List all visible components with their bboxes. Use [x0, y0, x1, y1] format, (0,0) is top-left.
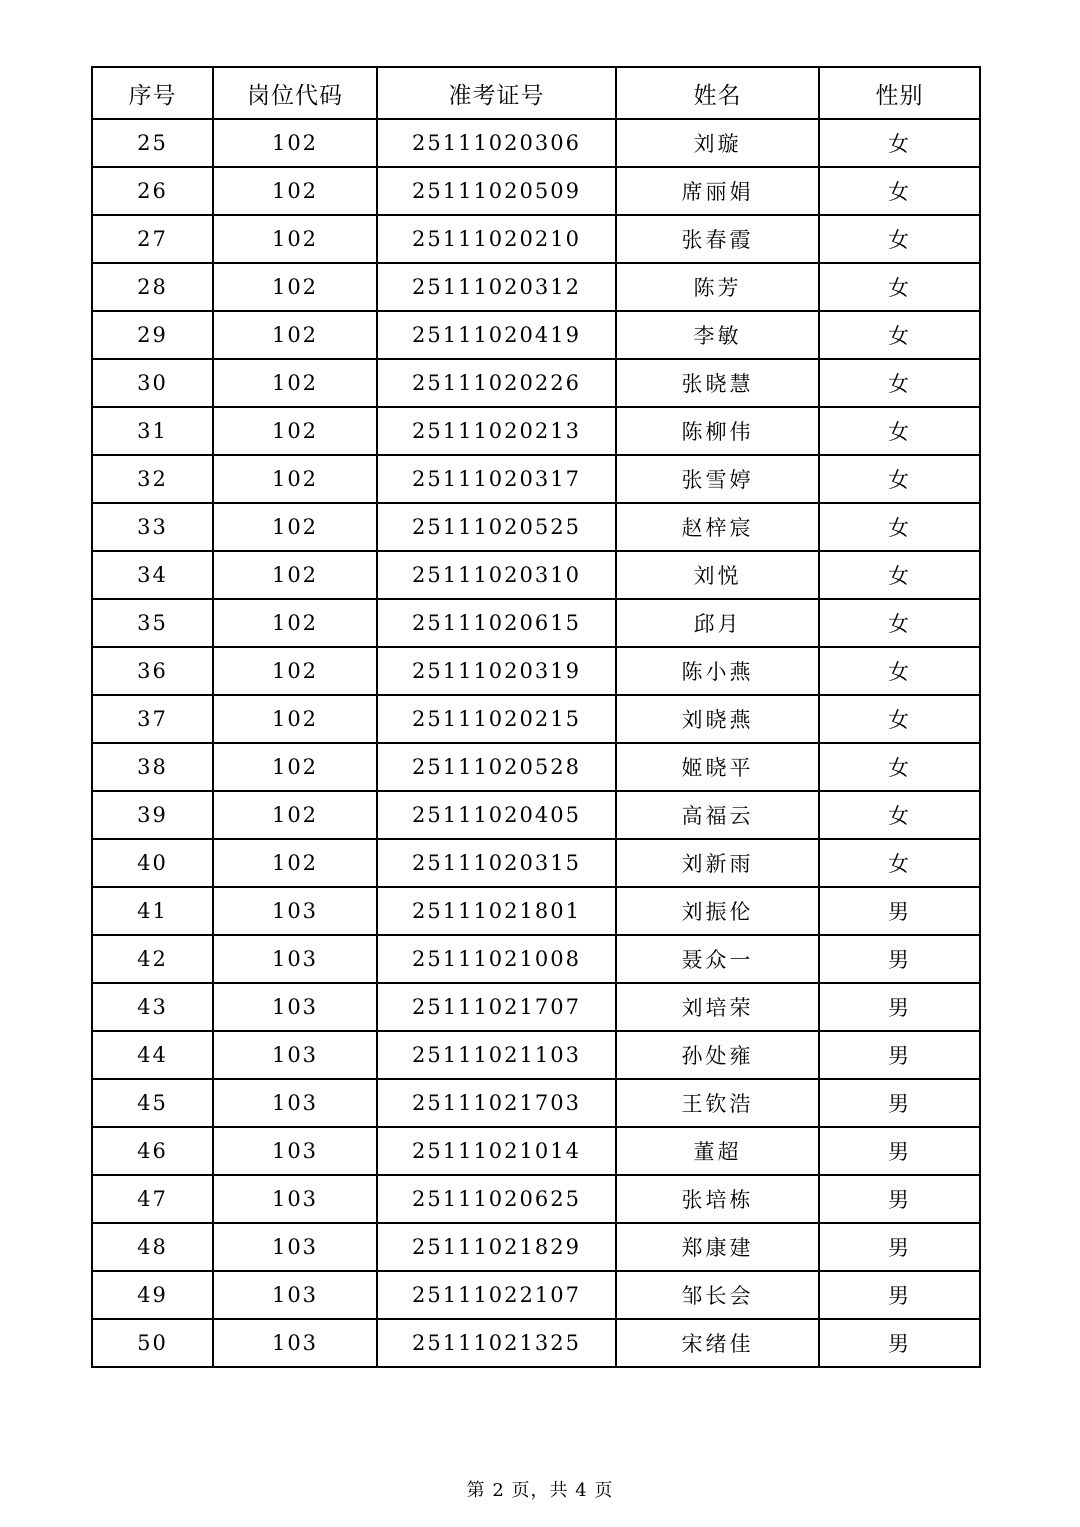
index-cell: 25: [92, 119, 213, 167]
table-row: [92, 1271, 980, 1319]
name-cell: 李敏: [616, 311, 819, 359]
name-cell: 高福云: [616, 791, 819, 839]
table-row: [92, 695, 980, 743]
admission-number-cell: 25111020215: [377, 695, 616, 743]
name-cell: 孙处雍: [616, 1031, 819, 1079]
name-cell: 刘璇: [616, 119, 819, 167]
position-code-cell: 102: [213, 839, 377, 887]
position-code-cell: 103: [213, 983, 377, 1031]
table-row: [92, 359, 980, 407]
table-row: [92, 647, 980, 695]
index-cell: 32: [92, 455, 213, 503]
index-cell: 40: [92, 839, 213, 887]
index-cell: 29: [92, 311, 213, 359]
position-code-cell: 103: [213, 1175, 377, 1223]
gender-cell: 女: [819, 839, 980, 887]
index-cell: 50: [92, 1319, 213, 1367]
header-admission-number: 准考证号: [377, 67, 616, 119]
index-cell: 31: [92, 407, 213, 455]
header-gender: 性别: [819, 67, 980, 119]
gender-cell: 女: [819, 647, 980, 695]
name-cell: 张培栋: [616, 1175, 819, 1223]
index-cell: 49: [92, 1271, 213, 1319]
header-name: 姓名: [616, 67, 819, 119]
table-row: [92, 311, 980, 359]
gender-cell: 男: [819, 1319, 980, 1367]
position-code-cell: 102: [213, 263, 377, 311]
index-cell: 35: [92, 599, 213, 647]
name-cell: 张晓慧: [616, 359, 819, 407]
name-cell: 陈芳: [616, 263, 819, 311]
admission-number-cell: 25111020312: [377, 263, 616, 311]
admission-number-cell: 25111020525: [377, 503, 616, 551]
index-cell: 41: [92, 887, 213, 935]
header-position-code: 岗位代码: [213, 67, 377, 119]
gender-cell: 男: [819, 1271, 980, 1319]
position-code-cell: 102: [213, 647, 377, 695]
gender-cell: 女: [819, 695, 980, 743]
name-cell: 席丽娟: [616, 167, 819, 215]
position-code-cell: 102: [213, 551, 377, 599]
name-cell: 聂众一: [616, 935, 819, 983]
admission-number-cell: 25111021008: [377, 935, 616, 983]
position-code-cell: 102: [213, 359, 377, 407]
name-cell: 刘新雨: [616, 839, 819, 887]
gender-cell: 男: [819, 1175, 980, 1223]
position-code-cell: 102: [213, 215, 377, 263]
admission-number-cell: 25111020226: [377, 359, 616, 407]
position-code-cell: 102: [213, 743, 377, 791]
table-row: [92, 839, 980, 887]
gender-cell: 女: [819, 503, 980, 551]
index-cell: 33: [92, 503, 213, 551]
position-code-cell: 102: [213, 791, 377, 839]
index-cell: 42: [92, 935, 213, 983]
position-code-cell: 102: [213, 599, 377, 647]
gender-cell: 男: [819, 935, 980, 983]
table-row: [92, 791, 980, 839]
position-code-cell: 102: [213, 167, 377, 215]
admission-number-cell: 25111020419: [377, 311, 616, 359]
gender-cell: 男: [819, 1079, 980, 1127]
gender-cell: 男: [819, 887, 980, 935]
gender-cell: 男: [819, 1031, 980, 1079]
position-code-cell: 103: [213, 935, 377, 983]
position-code-cell: 102: [213, 311, 377, 359]
position-code-cell: 102: [213, 503, 377, 551]
position-code-cell: 103: [213, 887, 377, 935]
admission-number-cell: 25111022107: [377, 1271, 616, 1319]
name-cell: 董超: [616, 1127, 819, 1175]
gender-cell: 男: [819, 983, 980, 1031]
table-row: [92, 1223, 980, 1271]
table-row: [92, 215, 980, 263]
admission-number-cell: 25111021703: [377, 1079, 616, 1127]
position-code-cell: 103: [213, 1223, 377, 1271]
table-row: [92, 887, 980, 935]
header-index: 序号: [92, 67, 213, 119]
candidate-table: [91, 66, 981, 1368]
index-cell: 28: [92, 263, 213, 311]
name-cell: 张春霞: [616, 215, 819, 263]
index-cell: 34: [92, 551, 213, 599]
index-cell: 27: [92, 215, 213, 263]
gender-cell: 男: [819, 1223, 980, 1271]
gender-cell: 女: [819, 215, 980, 263]
index-cell: 38: [92, 743, 213, 791]
admission-number-cell: 25111021325: [377, 1319, 616, 1367]
gender-cell: 女: [819, 119, 980, 167]
index-cell: 43: [92, 983, 213, 1031]
table-row: [92, 119, 980, 167]
name-cell: 刘晓燕: [616, 695, 819, 743]
table-row: [92, 983, 980, 1031]
name-cell: 郑康建: [616, 1223, 819, 1271]
table-row: [92, 1079, 980, 1127]
index-cell: 39: [92, 791, 213, 839]
table-header-row: [92, 67, 980, 119]
table-row: [92, 551, 980, 599]
index-cell: 44: [92, 1031, 213, 1079]
position-code-cell: 103: [213, 1319, 377, 1367]
name-cell: 刘振伦: [616, 887, 819, 935]
gender-cell: 女: [819, 311, 980, 359]
table-row: [92, 1175, 980, 1223]
name-cell: 刘培荣: [616, 983, 819, 1031]
index-cell: 26: [92, 167, 213, 215]
name-cell: 刘悦: [616, 551, 819, 599]
admission-number-cell: 25111021801: [377, 887, 616, 935]
table-row: [92, 263, 980, 311]
table-row: [92, 935, 980, 983]
table-row: [92, 1031, 980, 1079]
index-cell: 48: [92, 1223, 213, 1271]
name-cell: 邱月: [616, 599, 819, 647]
admission-number-cell: 25111020528: [377, 743, 616, 791]
position-code-cell: 103: [213, 1031, 377, 1079]
name-cell: 王钦浩: [616, 1079, 819, 1127]
table-row: [92, 743, 980, 791]
admission-number-cell: 25111020210: [377, 215, 616, 263]
admission-number-cell: 25111020315: [377, 839, 616, 887]
position-code-cell: 102: [213, 695, 377, 743]
gender-cell: 女: [819, 743, 980, 791]
table-row: [92, 599, 980, 647]
name-cell: 陈小燕: [616, 647, 819, 695]
position-code-cell: 103: [213, 1127, 377, 1175]
gender-cell: 女: [819, 263, 980, 311]
name-cell: 宋绪佳: [616, 1319, 819, 1367]
table-row: [92, 167, 980, 215]
table-body: [92, 119, 980, 1367]
gender-cell: 女: [819, 455, 980, 503]
gender-cell: 女: [819, 359, 980, 407]
index-cell: 37: [92, 695, 213, 743]
position-code-cell: 103: [213, 1271, 377, 1319]
position-code-cell: 102: [213, 455, 377, 503]
index-cell: 30: [92, 359, 213, 407]
admission-number-cell: 25111021103: [377, 1031, 616, 1079]
index-cell: 36: [92, 647, 213, 695]
admission-number-cell: 25111020213: [377, 407, 616, 455]
admission-number-cell: 25111020319: [377, 647, 616, 695]
name-cell: 赵梓宸: [616, 503, 819, 551]
admission-number-cell: 25111021829: [377, 1223, 616, 1271]
position-code-cell: 102: [213, 407, 377, 455]
gender-cell: 女: [819, 407, 980, 455]
table-row: [92, 1319, 980, 1367]
name-cell: 姬晓平: [616, 743, 819, 791]
position-code-cell: 102: [213, 119, 377, 167]
index-cell: 47: [92, 1175, 213, 1223]
table-row: [92, 407, 980, 455]
name-cell: 陈柳伟: [616, 407, 819, 455]
gender-cell: 女: [819, 791, 980, 839]
table-row: [92, 503, 980, 551]
admission-number-cell: 25111021707: [377, 983, 616, 1031]
admission-number-cell: 25111021014: [377, 1127, 616, 1175]
admission-number-cell: 25111020317: [377, 455, 616, 503]
admission-number-cell: 25111020509: [377, 167, 616, 215]
name-cell: 张雪婷: [616, 455, 819, 503]
gender-cell: 女: [819, 551, 980, 599]
gender-cell: 女: [819, 167, 980, 215]
admission-number-cell: 25111020310: [377, 551, 616, 599]
position-code-cell: 103: [213, 1079, 377, 1127]
index-cell: 46: [92, 1127, 213, 1175]
page-footer: 第 2 页，共 4 页: [466, 1480, 614, 1501]
index-cell: 45: [92, 1079, 213, 1127]
name-cell: 邹长会: [616, 1271, 819, 1319]
admission-number-cell: 25111020306: [377, 119, 616, 167]
table-row: [92, 1127, 980, 1175]
table-row: [92, 455, 980, 503]
admission-number-cell: 25111020625: [377, 1175, 616, 1223]
gender-cell: 男: [819, 1127, 980, 1175]
admission-number-cell: 25111020615: [377, 599, 616, 647]
gender-cell: 女: [819, 599, 980, 647]
admission-number-cell: 25111020405: [377, 791, 616, 839]
